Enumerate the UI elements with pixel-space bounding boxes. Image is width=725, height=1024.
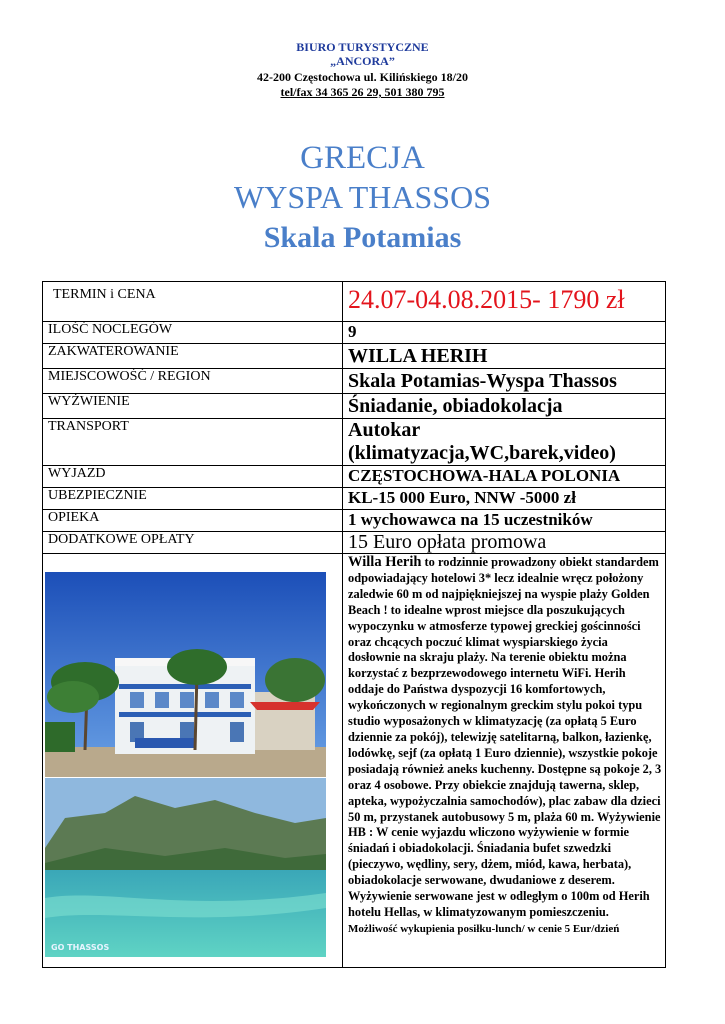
offer-table xyxy=(42,281,666,968)
description-row xyxy=(43,554,666,968)
table-row xyxy=(43,488,666,510)
row-value: 1 wychowawca na 15 uczestników xyxy=(343,510,666,532)
row-value: KL-15 000 Euro, NNW -5000 zł xyxy=(343,488,666,510)
hotel-description xyxy=(343,554,666,968)
agency-phone: tel/fax 34 365 26 29, 501 380 795 xyxy=(280,85,445,99)
table-row xyxy=(43,344,666,369)
table-row xyxy=(43,369,666,394)
title-resort: Skala Potamias xyxy=(263,221,462,254)
row-value: 24.07-04.08.2015- 1790 zł xyxy=(343,282,666,322)
row-label: TRANSPORT xyxy=(43,419,343,466)
table-row xyxy=(43,466,666,488)
table-row xyxy=(43,282,666,322)
row-label: WYŻWIENIE xyxy=(43,394,343,419)
table-row xyxy=(43,510,666,532)
table-row xyxy=(43,532,666,554)
description-body: to rodzinnie prowadzony obiekt standardem odpowiadający hotelowi 3* lecz idealnie wręcz położony zaledwie 60 m od najpiękniejszej na wyspie plaży Golden Beach ! to idealne wprost miejsce dla poszukujących wypoczynku w atmosferze typowej greckiej gościnności oraz chcących poczuć klimat wyspiarskiego życia dosłownie na skraju plaży. Na terenie obiektu można korzystać z bezprzewodowego internetu WiFi. Herih oddaje do Państwa dyspozycji 16 komfortowych, wykończonych w regionalnym greckim stylu pokoi typu studio wyposażonych w klimatyzację (za opłatą 5 Euro dziennie za pokój), telewizję satelitarną, balkon, łazienkę, lodówkę, sejf (za opłatą 1 Euro dziennie), wszystkie pokoje posiadają również aneks kuchenny. Dostępne są pokoje 2, 3 oraz 4 osobowe. Przy obiekcie znajdują tawerna, sklep, apteka, wypożyczalnia samochodów), plac zabaw dla dzieci 50 m, przystanek autobusowy 5 m, plaża 60 m. Wyżywienie HB : W cenie wyjazdu wliczono wyżywienie w formie śniadań i obiadokolacji. Śniadania bufet szwedzki (pieczywo, wędliny, sery, dżem, miód, kawa, herbata), obiadokolacje serwowane, dwudaniowe z deserem. Wyżywienie serwowane jest w odległym o 100m od Herih hotelu Hellas, w klimatyzowanym pomieszczeniu. xyxy=(348,555,662,919)
beach-photo xyxy=(45,778,326,957)
row-label: MIEJSCOWOŚĆ / REGION xyxy=(43,369,343,394)
agency-address: 42-200 Częstochowa ul. Kilińskiego 18/20 xyxy=(256,70,468,84)
lunch-note: Możliwość wykupienia posiłku-lunch/ w cenie 5 Eur/dzień xyxy=(348,922,620,935)
photo-watermark: GO THASSOS xyxy=(51,943,110,952)
row-value: 9 xyxy=(343,322,666,344)
row-label: DODATKOWE OPŁATY xyxy=(43,532,343,554)
table-row xyxy=(43,394,666,419)
row-label: ILOŚĆ NOCLEGÓW xyxy=(43,322,343,344)
row-label: TERMIN i CENA xyxy=(43,282,343,322)
agency-brand: „ANCORA” xyxy=(330,54,395,68)
row-label: WYJAZD xyxy=(43,466,343,488)
title-island: WYSPA THASSOS xyxy=(234,179,491,215)
agency-header xyxy=(0,40,725,100)
row-value: Śniadanie, obiadokolacja xyxy=(343,394,666,419)
row-label: UBEZPIECZNIE xyxy=(43,488,343,510)
row-value: 15 Euro opłata promowa xyxy=(343,532,666,554)
table-row xyxy=(43,322,666,344)
row-label: ZAKWATEROWANIE xyxy=(43,344,343,369)
beach-photo-graphic xyxy=(45,778,326,957)
row-value: Autokar (klimatyzacja,WC,barek,video) xyxy=(343,419,666,466)
description-lead: Willa Herih xyxy=(348,554,422,570)
row-value: Skala Potamias-Wyspa Thassos xyxy=(343,369,666,394)
photos-cell xyxy=(43,554,343,968)
offer-titles xyxy=(0,138,725,256)
row-label: OPIEKA xyxy=(43,510,343,532)
row-value: CZĘSTOCHOWA-HALA POLONIA xyxy=(343,466,666,488)
agency-name: BIURO TURYSTYCZNE xyxy=(296,40,429,54)
hotel-photo xyxy=(45,572,326,777)
row-value: WILLA HERIH xyxy=(343,344,666,369)
title-country: GRECJA xyxy=(300,140,425,176)
table-row xyxy=(43,419,666,466)
